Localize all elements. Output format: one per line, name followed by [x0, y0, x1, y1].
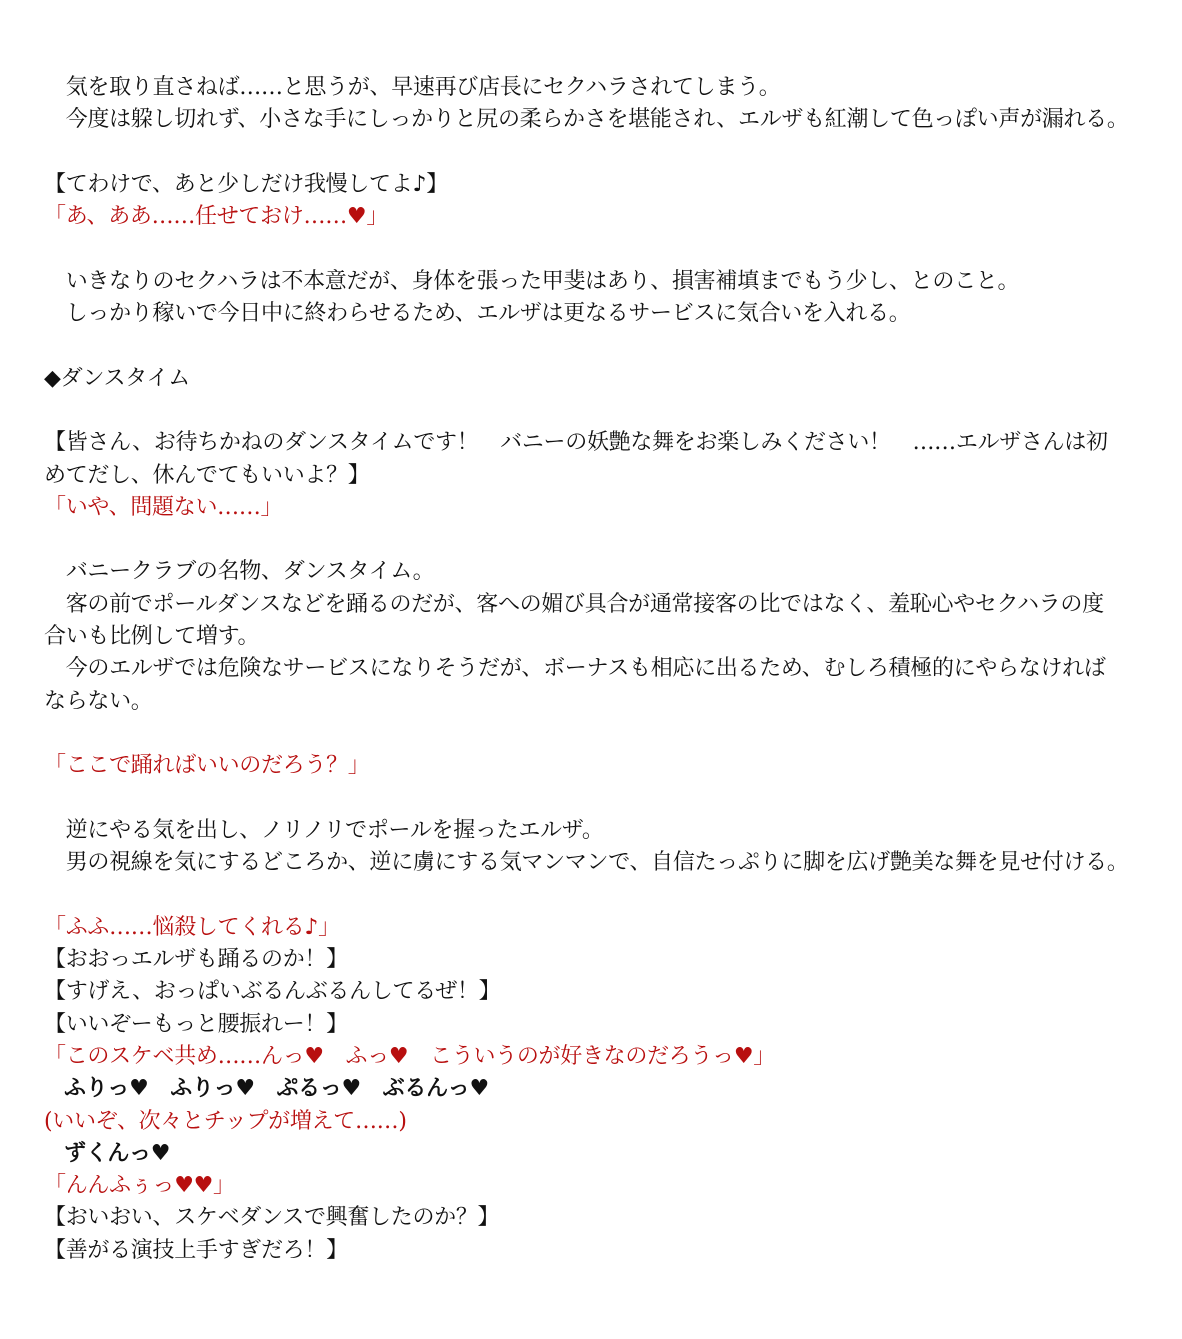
blank-line	[44, 233, 1144, 265]
narration-line: ならない。	[44, 688, 153, 714]
narration-line: 男の視線を気にするどころか、逆に虜にする気マンマンで、自信たっぷりに脚を広げ艶美な舞を見せ付ける。	[44, 850, 1129, 876]
sound-effect-line: ずくんっ♥	[64, 1140, 171, 1166]
section-heading: ◆ダンスタイム	[44, 365, 190, 391]
npc-dialogue-line: 【おおっエルザも踊るのか！】	[44, 947, 348, 973]
sound-effect-line: ふりっ♥ ふりっ♥ ぷるっ♥ ぶるんっ♥	[64, 1076, 489, 1102]
blank-line	[44, 783, 1144, 815]
heroine-thought-line: (いいぞ、次々とチップが増えて……)	[44, 1108, 407, 1134]
narration-line: バニークラブの名物、ダンスタイム。	[44, 559, 435, 585]
narration-line: 逆にやる気を出し、ノリノリでポールを握ったエルザ。	[44, 817, 604, 843]
heroine-dialogue-line: 「んんふぅっ♥♥」	[44, 1173, 235, 1199]
heroine-dialogue-line: 「いや、問題ない……」	[44, 494, 283, 520]
heroine-dialogue-line: 「ふふ……悩殺してくれる♪」	[44, 914, 340, 940]
blank-line	[44, 524, 1144, 556]
heroine-dialogue-line: 「このスケベ共め……んっ♥ ふっ♥ こういうのが好きなのだろうっ♥」	[44, 1043, 775, 1069]
narration-line: 合いも比例して増す。	[44, 624, 260, 650]
narration-line: 気を取り直さねば……と思うが、早速再び店長にセクハラされてしまう。	[44, 75, 781, 100]
blank-line	[44, 330, 1144, 362]
narration-line: 客の前でポールダンスなどを踊るのだが、客への媚び具合が通常接客の比ではなく、羞恥心やセクハラの度	[44, 591, 1104, 617]
blank-line	[44, 395, 1144, 427]
heroine-dialogue-line: 「ここで踊ればいいのだろう？」	[44, 753, 370, 779]
blank-line	[44, 718, 1144, 750]
narration-line: 今のエルザでは危険なサービスになりそうだが、ボーナスも相応に出るため、むしろ積極的にやらなければ	[44, 656, 1106, 682]
heroine-dialogue-line: 「あ、ああ……任せておけ……♥」	[44, 204, 389, 230]
npc-dialogue-line: 【皆さん、お待ちかねのダンスタイムです！ バニーの妖艶な舞をお楽しみください！ ……エルザさんは初	[44, 430, 1108, 456]
blank-line	[44, 137, 1144, 169]
npc-dialogue-line: 【すげえ、おっぱいぶるんぶるんしてるぜ！】	[44, 979, 501, 1005]
npc-dialogue-line: 【善がる演技上手すぎだろ！】	[44, 1237, 348, 1263]
document-page	[44, 72, 1144, 1267]
npc-dialogue-line: めてだし、休んでてもいいよ？】	[44, 462, 370, 488]
narration-line: 今度は躱し切れず、小さな手にしっかりと尻の柔らかさを堪能され、エルザも紅潮して色っぽい声が漏れる。	[44, 107, 1129, 133]
narration-line: いきなりのセクハラは不本意だが、身体を張った甲斐はあり、損害補填までもう少し、とのこと。	[44, 268, 1020, 294]
blank-line	[44, 879, 1144, 911]
narration-line: しっかり稼いで今日中に終わらせるため、エルザは更なるサービスに気合いを入れる。	[44, 301, 911, 327]
npc-dialogue-line: 【てわけで、あと少しだけ我慢してよ♪】	[44, 171, 448, 197]
npc-dialogue-line: 【おいおい、スケベダンスで興奮したのか？】	[44, 1205, 500, 1231]
npc-dialogue-line: 【いいぞーもっと腰振れー！】	[44, 1011, 348, 1037]
